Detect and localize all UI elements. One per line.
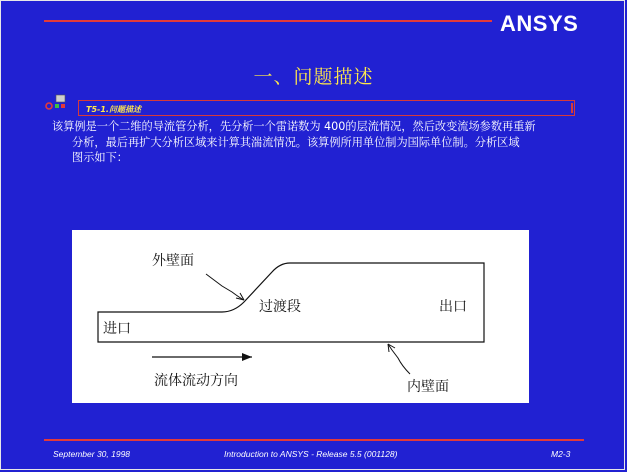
- ansys-logo: [500, 10, 610, 36]
- paragraph-line-3: 图示如下：: [72, 151, 128, 164]
- paragraph-line-2: 分析，最后再扩大分析区域来计算其湍流情况。该算例所用单位制为国际单位制。分析区域: [72, 135, 520, 149]
- analysis-domain-figure: [72, 230, 529, 403]
- transition-label: 过渡段: [259, 299, 301, 315]
- slide-title: 一、问题描述: [253, 66, 374, 88]
- bookmark-bar[interactable]: [78, 100, 575, 116]
- bottom-divider: [44, 439, 584, 441]
- top-divider: [44, 20, 492, 22]
- inner-wall-pointer: [388, 344, 410, 374]
- bookmark-label: T5-1.问题描述: [86, 105, 141, 114]
- red-marker-icon[interactable]: [61, 104, 65, 108]
- inner-wall-label: 内壁面: [407, 379, 449, 395]
- inlet-label: 进口: [103, 321, 131, 337]
- outer-wall-pointer: [206, 274, 244, 300]
- annotation-icons[interactable]: [45, 94, 75, 114]
- flow-arrowhead: [242, 353, 252, 361]
- paragraph-line-1: 该算例是一个二维的导流管分析，先分析一个雷诺数为 400的层流情况，然后改变流场参数再重新: [52, 120, 536, 133]
- outlet-label: 出口: [439, 299, 467, 315]
- footer-course: Introduction to ANSYS - Release 5.5 (001128): [224, 449, 398, 459]
- domain-sketch: [72, 230, 529, 403]
- footer-page: M2-3: [551, 449, 571, 459]
- outer-wall-label: 外壁面: [152, 253, 194, 269]
- flow-direction-label: 流体流动方向: [154, 373, 238, 389]
- description-paragraph: [52, 119, 580, 166]
- logo-text: ANSYS: [500, 11, 579, 36]
- target-icon[interactable]: [46, 103, 52, 109]
- green-marker-icon[interactable]: [55, 104, 59, 108]
- footer-date: September 30, 1998: [53, 449, 131, 459]
- note-icon[interactable]: [56, 95, 65, 102]
